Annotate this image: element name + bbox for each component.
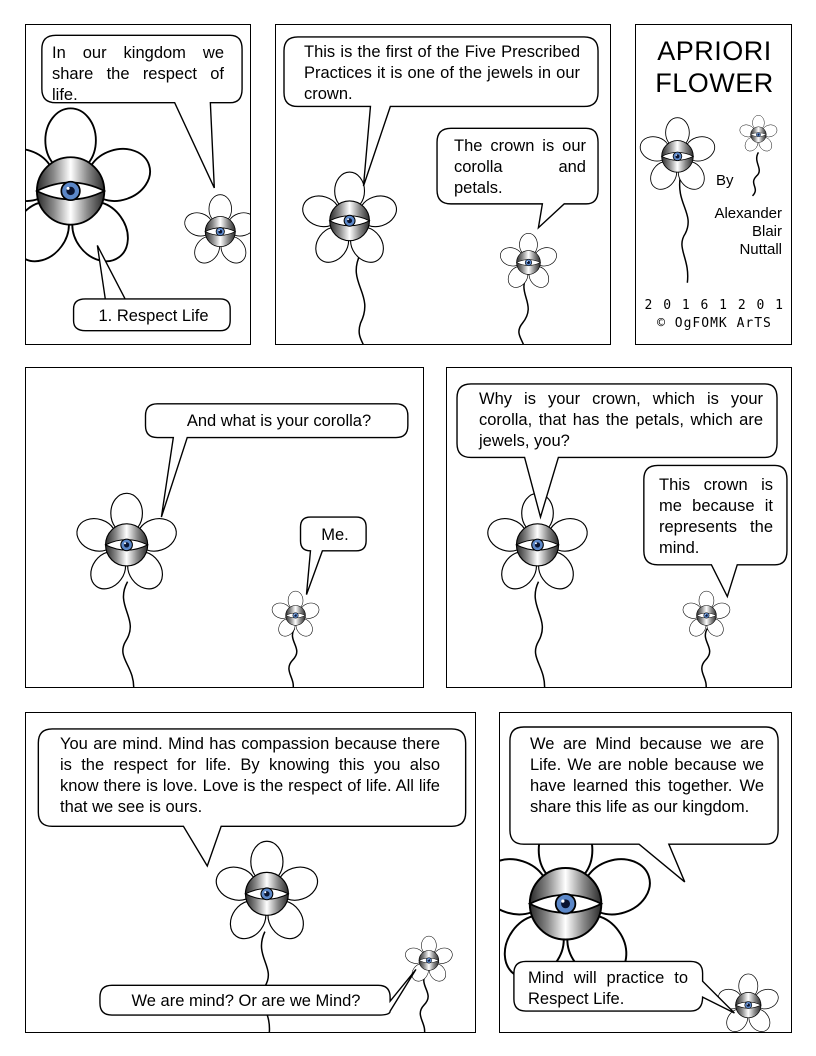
flower-character (484, 493, 592, 595)
panel-4 (25, 367, 424, 688)
flower-stem (261, 932, 269, 1032)
panel-2-speech-2: The crown is our corolla and petals. (454, 137, 586, 197)
author-name: Alexander Blair Nuttall (714, 205, 782, 258)
panel-1-speech: In our kingdom we share the respect of life. (52, 44, 224, 104)
flower-stem (535, 582, 544, 687)
byline: By (716, 172, 734, 189)
flower-stem (420, 973, 428, 1032)
panel-6 (25, 712, 476, 1033)
panel-4-speech-1: And what is your corolla? (186, 412, 372, 430)
panel-6-speech-1: You are mind. Mind has compassion because there is the respect for life. By knowing this you also know there is love. Love is the respect of life. All life that we see is ours. (60, 735, 440, 816)
copyright: © OgFOMK ArTS (657, 316, 772, 331)
flower-character (212, 841, 322, 945)
small-flower-character (270, 591, 321, 639)
panel-4-speech-2: Me. (321, 526, 349, 544)
panel-2-speech-1: This is the first of the Five Prescribed Practices it is one of the jewels in our crown. (304, 43, 580, 103)
flower-character (299, 172, 401, 269)
flower-stem (123, 582, 134, 687)
small-flower-character (716, 974, 781, 1032)
large-flower-character (26, 108, 157, 272)
small-flower-character (498, 233, 559, 291)
panel-1 (25, 24, 251, 345)
panel-2 (275, 24, 611, 345)
panel-5-speech-1: Why is your crown, which is your corolla, that has the petals, which are jewels, you? (479, 390, 763, 450)
comic-date: 2 0 1 6 1 2 0 1 (644, 298, 785, 313)
small-flower-character (738, 115, 778, 153)
flower-stem (702, 628, 710, 687)
flower-stem (356, 254, 365, 344)
panel-7-speech-1: We are Mind because we are Life. We are noble because we have learned this together. We share this life as our kingdom. (530, 735, 764, 816)
panel-7 (499, 712, 792, 1033)
comic-title: APRIORI FLOWER (655, 36, 774, 98)
panel-1-caption: 1. Respect Life (98, 307, 209, 325)
panel-6-speech-2: We are mind? Or are we Mind? (131, 992, 361, 1010)
flower-character (637, 118, 718, 195)
panel-5 (446, 367, 792, 688)
panel-5-speech-2: This crown is me because it represents the mind. (659, 476, 773, 557)
title-panel (635, 24, 792, 345)
flower-stem (289, 628, 297, 687)
small-flower-character (182, 195, 250, 268)
panel-7-speech-2: Mind will practice to Respect Life. (528, 969, 688, 1008)
